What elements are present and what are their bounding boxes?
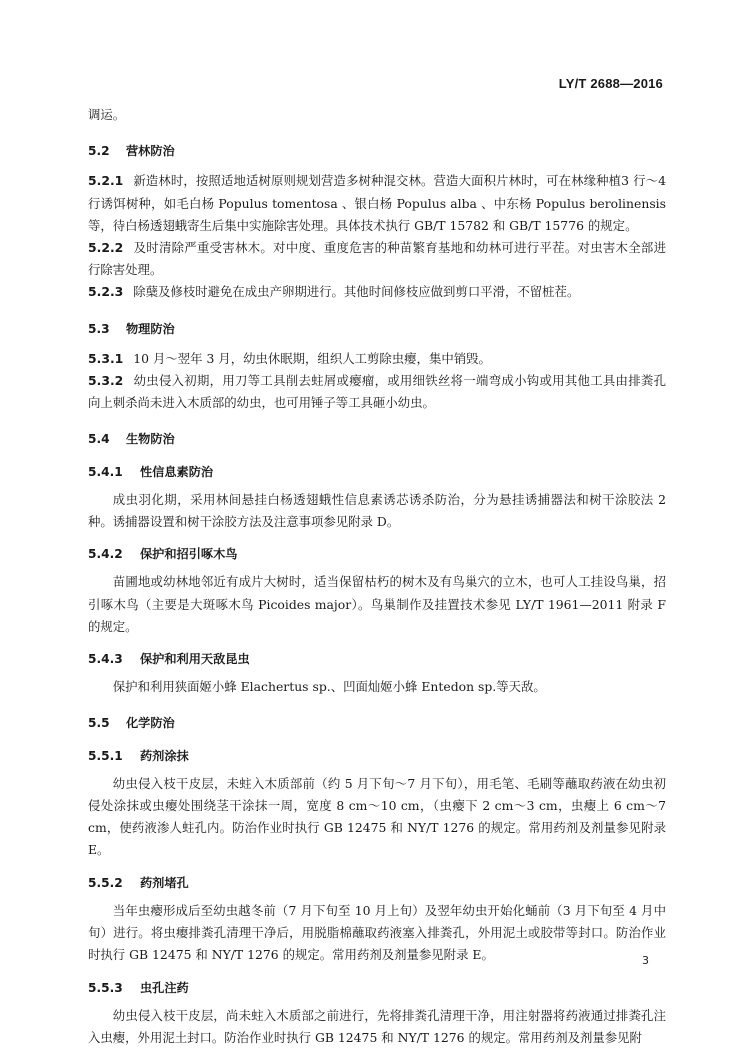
clause-paragraph (88, 370, 666, 414)
section-heading (88, 745, 666, 767)
body-paragraph: 成虫羽化期，采用林间悬挂白杨透翅蛾性信息素诱芯诱杀防治，分为悬挂诱捕器法和树干涂胶法 2 种。诱捕器设置和树干涂胶方法及注意事项参见附录 D。 (88, 491, 666, 530)
section-heading (88, 461, 666, 483)
body-paragraph: 当年虫瘿形成后至幼虫越冬前（7 月下旬至 10 月上旬）及翌年幼虫开始化蛹前（3 月下旬至 4 月中旬）进行。将虫瘿排粪孔清理干净后，用脱脂棉蘸取药液塞入排粪孔，外用泥土或胶带等封口。防治作业时执行 GB 12475 和 NY/T 1276 的规定。常用药剂及剂量参见附录 E。 (88, 902, 666, 963)
clause-number: 5.2.3 (88, 284, 124, 300)
body-paragraph: 幼虫侵入枝干皮层，未蛀入木质部前（约 5 月下旬～7 月下旬），用毛笔、毛刷等蘸取药液在幼虫初侵处涂抹或虫瘿处围绕茎干涂抹一周，宽度 8 cm～10 cm，（虫瘿下 2 cm～3 cm，虫瘿上 6 cm～7 cm，使药液渗人蛀孔内。防治作业时执行 GB 12475 和 NY/T 1276 的规定。常用药剂及剂量参见附录 E。 (88, 775, 666, 858)
section-title: 化学防治 (126, 716, 175, 731)
section-title: 虫孔注药 (140, 980, 189, 995)
section-title: 性信息素防治 (140, 464, 214, 479)
section-title: 营林防治 (126, 144, 175, 159)
clause-text: 幼虫侵入初期，用刀等工具削去蛀屑或瘿瘤，或用细铁丝将一端弯成小钩或用其他工具由排粪孔向上刺杀尚未进入木质部的幼虫，也可用锤子等工具砸小幼虫。 (88, 373, 666, 411)
section-heading (88, 543, 666, 565)
section-number: 5.4 (88, 432, 110, 447)
clause-paragraph (88, 237, 666, 281)
page-number: 3 (642, 954, 649, 967)
section-number: 5.5.2 (88, 875, 123, 890)
clause-text: 10 月～翌年 3 月，幼虫休眠期，组织人工剪除虫瘿，集中销毁。 (133, 350, 491, 366)
clause-number: 5.2.1 (88, 173, 124, 189)
section-title: 生物防治 (126, 432, 175, 447)
body-paragraph: 保护和利用狭面姬小蜂 Elachertus sp.、凹面灿姬小蜂 Entedon sp.等天敌。 (112, 679, 546, 695)
body-paragraph: 苗圃地或幼林地邻近有成片大树时，适当保留枯朽的树木及有鸟巢穴的立木，也可人工挂设鸟巢，招引啄木鸟（主要是大斑啄木鸟 Picoides major）。鸟巢制作及挂置技术参见 LY/T 1961—2011 附录 F 的规定。 (88, 574, 666, 634)
document-body (88, 104, 666, 1049)
clause-number: 5.2.2 (88, 240, 124, 256)
section-title: 药剂堵孔 (140, 875, 189, 890)
section-number: 5.3 (88, 321, 110, 336)
standard-code: LY/T 2688—2016 (558, 76, 663, 91)
section-number: 5.2 (88, 144, 110, 159)
section-heading (88, 318, 666, 340)
clause-text: 除蘖及修枝时避免在成虫产卵期进行。其他时间修枝应做到剪口平滑，不留桩茬。 (133, 284, 580, 300)
clause-text: 及时清除严重受害林木。对中度、重度危害的种苗繁育基地和幼林可进行平茬。对虫害木全部进行除害处理。 (88, 240, 666, 278)
section-number: 5.4.2 (88, 547, 123, 562)
section-title: 保护和利用天敌昆虫 (140, 652, 250, 667)
clause-paragraph (88, 170, 666, 237)
section-number: 5.4.3 (88, 652, 123, 667)
body-paragraph: 幼虫侵入枝干皮层，尚未蛀入木质部之前进行，先将排粪孔清理干净，用注射器将药液通过排粪孔注入虫瘿，外用泥土封口。防治作业时执行 GB 12475 和 NY/T 1276 的规定。常用药剂及剂量参见附 (88, 1007, 666, 1045)
section-heading (88, 977, 666, 999)
section-title: 物理防治 (126, 321, 175, 336)
section-number: 5.5 (88, 716, 110, 731)
section-heading (88, 140, 666, 162)
body-paragraph: 调运。 (88, 107, 126, 122)
section-number: 5.5.1 (88, 748, 123, 763)
section-heading (88, 712, 666, 734)
clause-number: 5.3.2 (88, 373, 124, 389)
section-number: 5.4.1 (88, 464, 123, 479)
clause-text: 新造林时，按照适地适树原则规划营造多树种混交林。营造大面积片林时，可在林缘种植3 行～4 行诱饵树种，如毛白杨 Populus tomentosa 、银白杨 Populus alba 、中东杨 Populus berolinensis 等，待白杨透翅蛾寄生后集中实施除害处理。具体技术执行 GB/T 15782 和 GB/T 15776 的规定。 (88, 173, 666, 233)
clause-paragraph (88, 281, 666, 303)
section-title: 药剂涂抹 (140, 748, 189, 763)
clause-number: 5.3.1 (88, 350, 124, 366)
section-heading (88, 648, 666, 670)
section-number: 5.5.3 (88, 980, 123, 995)
section-heading (88, 872, 666, 894)
section-title: 保护和招引啄木鸟 (140, 547, 238, 562)
section-heading (88, 428, 666, 450)
clause-paragraph (88, 348, 666, 370)
